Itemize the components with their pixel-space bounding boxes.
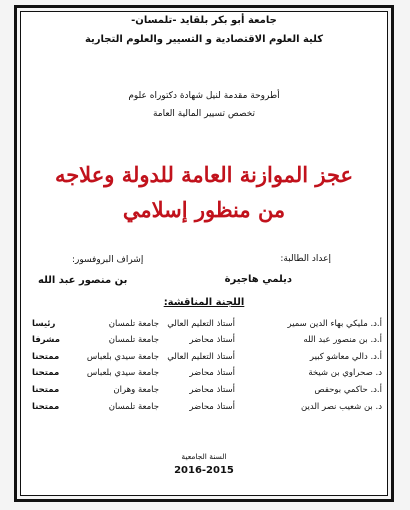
committee-title-text: اللجنة المناقشة: [163, 297, 245, 308]
supervisor-name: بن منصور عبد الله [38, 275, 128, 286]
member-institution: جامعة تلمسان [108, 319, 159, 329]
university-name: جامعة أبو بكر بلقايد -تلمسان- [131, 15, 277, 26]
thesis-title-line1: عجز الموازنة العامة للدولة وعلاجه [54, 162, 354, 187]
member-name: د. صحراوي بن شيخة [308, 368, 382, 378]
member-name: أ.د. بن منصور عبد الله [303, 335, 382, 345]
member-name: د. بن شعيب نصر الدين [301, 402, 382, 412]
member-name: أ.د. مليكي بهاء الدين سمير [287, 319, 382, 329]
member-institution: جامعة سيدي بلعباس [86, 368, 159, 378]
thesis-title-line2: من منظور إسلامي [122, 197, 286, 222]
student-name: ديلمي هاجيرة [224, 274, 292, 285]
faculty-name: كلية العلوم الاقتصادية و التسيير والعلوم التجارية [84, 34, 324, 45]
member-institution: جامعة تلمسان [108, 402, 159, 412]
page-border-inner [20, 11, 388, 496]
thesis-description: أطروحة مقدمة لنيل شهادة دكتوراه علوم [128, 91, 280, 101]
member-institution: جامعة وهران [113, 385, 159, 395]
member-role: ممتحنا [32, 385, 60, 395]
committee-title [20, 297, 388, 308]
member-role: مشرفا [32, 335, 60, 345]
member-rank: أستاذ التعليم العالي [167, 352, 235, 362]
academic-year: 2016-2015 [174, 465, 234, 476]
member-role: ممتحنا [32, 352, 60, 362]
member-rank: أستاذ محاضر [189, 402, 235, 412]
thesis-speciality: تخصص تسيير المالية العامة [152, 109, 256, 119]
prepared-by-label: إعداد الطالبة: [280, 254, 331, 264]
member-institution: جامعة تلمسان [108, 335, 159, 345]
member-role: ممتحنا [32, 368, 60, 378]
supervisor-label: إشراف البروفسور: [72, 255, 144, 265]
member-rank: أستاذ التعليم العالي [167, 319, 235, 329]
member-rank: أستاذ محاضر [189, 368, 235, 378]
member-role: رئيسا [32, 319, 56, 329]
member-rank: أستاذ محاضر [189, 385, 235, 395]
member-rank: أستاذ محاضر [189, 335, 235, 345]
member-name: أ.د. حاكمي بوحفص [314, 385, 382, 395]
member-role: ممتحنا [32, 402, 60, 412]
member-institution: جامعة سيدي بلعباس [86, 352, 159, 362]
member-name: أ.د. دالي معاشو كبير [309, 352, 382, 362]
academic-year-label: السنة الجامعية [181, 452, 227, 461]
